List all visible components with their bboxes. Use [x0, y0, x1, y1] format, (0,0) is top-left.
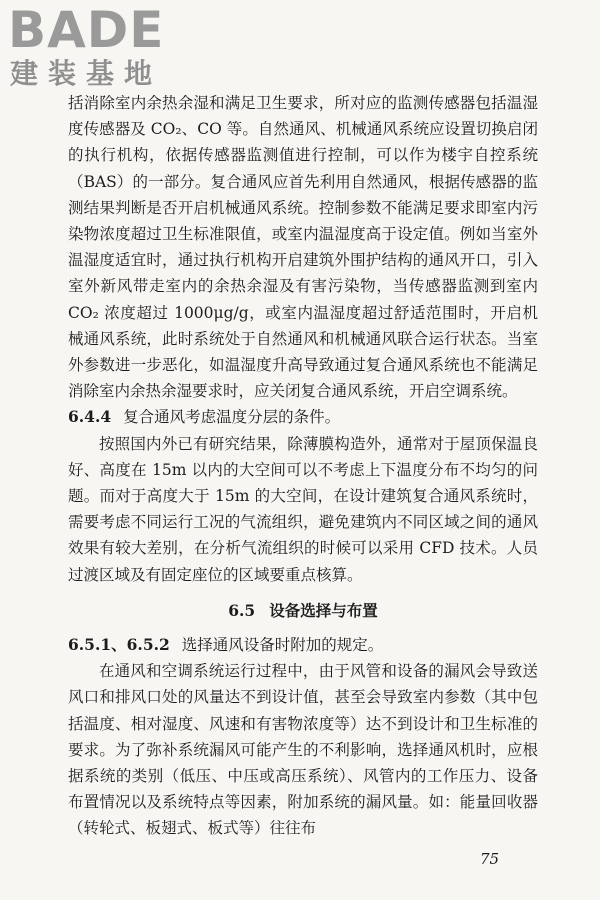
- clause-heading-651: [68, 632, 538, 658]
- page-number: 75: [480, 850, 500, 868]
- section-name: 设备选择与布置: [269, 600, 378, 620]
- clause-number: 6.4.4: [68, 407, 112, 427]
- clause-heading-644: [68, 404, 538, 430]
- clause-title: 复合通风考虑温度分层的条件。: [123, 408, 341, 427]
- clause-number: 6.5.1、6.5.2: [68, 635, 170, 655]
- clause-body-644: 按照国内外已有研究结果，除薄膜构造外，通常对于屋顶保温良好、高度在 15m 以内的大空间可以不考虑上下温度分布不均匀的问题。而对于高度大于 15m 的大空间，在设计建筑复合通风系统时，需要考虑不同运行工况的气流组织，避免建筑内不同区域之间的通风效果有较大差别，在分析气流组织的时候可以采用 CFD 技术。人员过渡区域及有固定座位的区域要重点核算。: [68, 434, 538, 584]
- clause-title: 选择通风设备时附加的规定。: [181, 636, 384, 655]
- logo-subtitle: 建装基地: [10, 57, 163, 90]
- logo: [8, 2, 178, 94]
- logo-wordmark: BADE: [8, 1, 165, 59]
- section-number: 6.5: [228, 600, 256, 620]
- section-title: [68, 598, 538, 624]
- document-body: [68, 90, 538, 842]
- clause-body-651: 在通风和空调系统运行过程中，由于风管和设备的漏风会导致送风口和排风口处的风量达不到设计值，甚至会导致室内参数（其中包括温度、相对湿度、风速和有害物浓度等）达不到设计和卫生标准的要求。为了弥补系统漏风可能产生的不利影响，选择通风机时，应根据系统的类别（低压、中压或高压系统）、风管内的工作压力、设备布置情况以及系统特点等因素，附加系统的漏风量。如：能量回收器（转轮式、板翅式、板式等）往往布: [68, 662, 538, 838]
- paragraph-continued: 括消除室内余热余湿和满足卫生要求，所对应的监测传感器包括温湿度传感器及 CO₂、CO 等。自然通风、机械通风系统应设置切换启闭的执行机构，依据传感器监测值进行控制，可以作为楼宇自控系统（BAS）的一部分。复合通风应首先利用自然通风，根据传感器的监测结果判断是否开启机械通风系统。控制参数不能满足要求即室内污染物浓度超过卫生标准限值，或室内温湿度高于设定值。例如当室外温湿度适宜时，通过执行机构开启建筑外围护结构的通风开口，引入室外新风带走室内的余热余湿及有害污染物，当传感器监测到室内 CO₂ 浓度超过 1000μg/g，或室内温湿度超过舒适范围时，开启机械通风系统，此时系统处于自然通风和机械通风联合运行状态。当室外参数进一步恶化，如温湿度升高导致通过复合通风系统也不能满足消除室内余热余湿要求时，应关闭复合通风系统，开启空调系统。: [68, 94, 538, 401]
